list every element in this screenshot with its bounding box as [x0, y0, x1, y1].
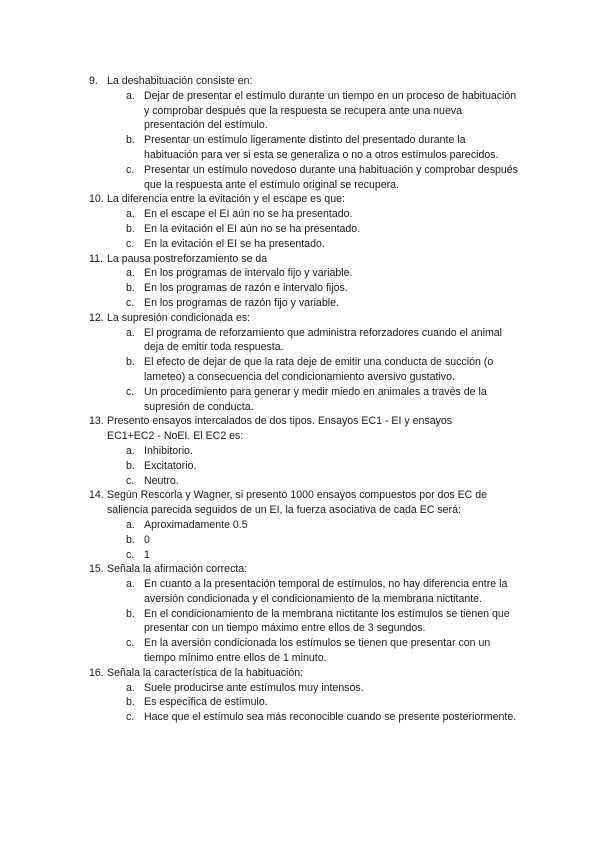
option	[0, 237, 518, 252]
question-number: 13.	[89, 415, 104, 428]
question-number: 15.	[89, 563, 104, 576]
option-letter: a.	[126, 89, 135, 102]
option	[0, 533, 518, 548]
option	[0, 355, 518, 385]
option	[0, 607, 518, 637]
option	[0, 222, 518, 237]
option-text: En el escape el EI aún no se ha presentado.	[144, 208, 353, 221]
question-number: 9.	[89, 75, 98, 87]
option-letter: c.	[126, 474, 135, 487]
question-number: 11.	[89, 252, 103, 265]
option-text: Hace que el estímulo sea más reconocible cuando se presente posteriormente.	[144, 711, 517, 724]
option-text: El efecto de dejar de que la rata deje de emitir una conducta de succión (o lameteo) a consecuencia del condicionamiento aversivo gustativo.	[144, 356, 494, 383]
option-text: Presentar un estímulo ligeramente distinto del presentado durante la habituación para ver si esta se generaliza o no a otros estímulos parecidos.	[144, 134, 499, 161]
option	[0, 695, 518, 710]
question-text: La pausa postreforzamiento se da	[107, 252, 268, 265]
question-11	[0, 252, 500, 267]
option-text: 0	[144, 533, 150, 546]
question-text: La diferencia entre la evitación y el escape es que:	[107, 193, 345, 206]
option-text: El programa de reforzamiento que administra reforzadores cuando el animal deja de emitir toda respuesta.	[144, 326, 503, 354]
option	[0, 163, 518, 193]
option	[0, 518, 518, 533]
option-text: En los programas de razón e intervalo fijos.	[144, 282, 348, 295]
question-13	[0, 414, 500, 444]
option-text: En cuanto a la presentación temporal de estímulos, no hay diferencia entre la aversión condicionada y el condicionamiento de la membrana nictitante.	[144, 578, 508, 605]
option-text: En la aversión condicionada los estímulos se tienen que presentar con un tiempo mínimo entre ellos de 1 minuto.	[144, 637, 491, 665]
option	[0, 281, 518, 296]
option-text: Es específica de estímulo.	[144, 696, 268, 709]
option-letter: c.	[126, 548, 135, 561]
document-page	[0, 74, 600, 725]
question-text: Según Rescorla y Wagner, si presento 1000 ensayos compuestos por dos EC de saliencia parecida seguidos de un EI, la fuerza asociativa de cada EC será:	[107, 489, 488, 517]
option-text: Dejar de presentar el estímulo durante un tiempo en un proceso de habituación y comprobar después que la respuesta se recupera ante una nueva presentación del estímulo.	[144, 89, 517, 132]
option-text: En la evitación el EI aún no se ha presentado.	[144, 222, 361, 235]
question-12	[0, 311, 500, 326]
option-letter: a.	[126, 681, 135, 694]
option-text: En el condicionamiento de la membrana nictitante los estímulos se tienen que presentar con un tiempo máximo entre ellos de 3 segundos.	[144, 607, 510, 635]
option-text: Un procedimiento para generar y medir miedo en animales a través de la supresión de conducta.	[144, 385, 487, 413]
option-letter: c.	[126, 711, 135, 724]
question-14	[0, 488, 500, 518]
option-letter: a.	[126, 326, 135, 339]
option	[0, 89, 518, 133]
option-letter: a.	[126, 444, 135, 457]
option-text: Excitatorio.	[144, 459, 197, 472]
option	[0, 266, 518, 281]
option-text: En los programas de razón fijo y variable.	[144, 296, 339, 309]
option	[0, 474, 518, 489]
question-text: Presento ensayos intercalados de dos tipos. Ensayos EC1 - EI y ensayos EC1+EC2 - NoEI. El EC2 es:	[107, 415, 453, 443]
option-letter: b.	[126, 607, 135, 620]
question-number: 10.	[89, 193, 104, 206]
option-text: Suele producirse ante estímulos muy intensos.	[144, 681, 364, 694]
option-letter: c.	[126, 296, 135, 309]
option	[0, 548, 518, 563]
option-letter: c.	[126, 163, 135, 176]
option-text: 1	[144, 548, 150, 561]
option-letter: c.	[126, 237, 135, 250]
option-text: Inhibitorio.	[144, 444, 193, 457]
question-16	[0, 666, 500, 681]
option	[0, 444, 518, 459]
option	[0, 133, 518, 163]
question-text: Señala la característica de la habituación:	[107, 666, 304, 679]
question-text: La supresión condicionada es:	[107, 311, 251, 324]
option-text: Neutro.	[144, 474, 179, 487]
option-letter: a.	[126, 208, 135, 221]
option-letter: a.	[126, 267, 135, 280]
option	[0, 385, 518, 415]
question-number: 12.	[89, 311, 104, 324]
option-letter: b.	[126, 356, 135, 369]
question-number: 16.	[89, 666, 104, 679]
question-number: 14.	[89, 489, 104, 502]
option-text: En los programas de intervalo fijo y variable.	[144, 267, 353, 280]
question-text: La deshabituación consiste en:	[107, 75, 253, 87]
option-letter: b.	[126, 459, 135, 472]
option-letter: c.	[126, 637, 135, 650]
option	[0, 681, 518, 696]
option	[0, 636, 518, 666]
option-letter: b.	[126, 282, 135, 295]
question-text: Señala la afirmación correcta:	[107, 563, 248, 576]
option-text: En la evitación el EI se ha presentado.	[144, 237, 325, 250]
option	[0, 326, 518, 356]
option-letter: b.	[126, 533, 135, 546]
question-10	[0, 192, 500, 207]
option	[0, 296, 518, 311]
option-letter: b.	[126, 222, 135, 235]
question-9	[0, 74, 500, 89]
option-letter: a.	[126, 578, 135, 591]
option-text: Presentar un estímulo novedoso durante una habituación y comprobar después que la respuesta ante el estímulo original se recupera.	[144, 163, 518, 191]
option-letter: b.	[126, 696, 135, 709]
option-text: Aproximadamente 0.5	[144, 518, 248, 531]
option	[0, 459, 518, 474]
option	[0, 577, 518, 607]
option-letter: b.	[126, 134, 135, 147]
option-letter: c.	[126, 385, 135, 398]
option	[0, 710, 518, 725]
option	[0, 207, 518, 222]
option-letter: a.	[126, 518, 135, 531]
question-15	[0, 562, 500, 577]
